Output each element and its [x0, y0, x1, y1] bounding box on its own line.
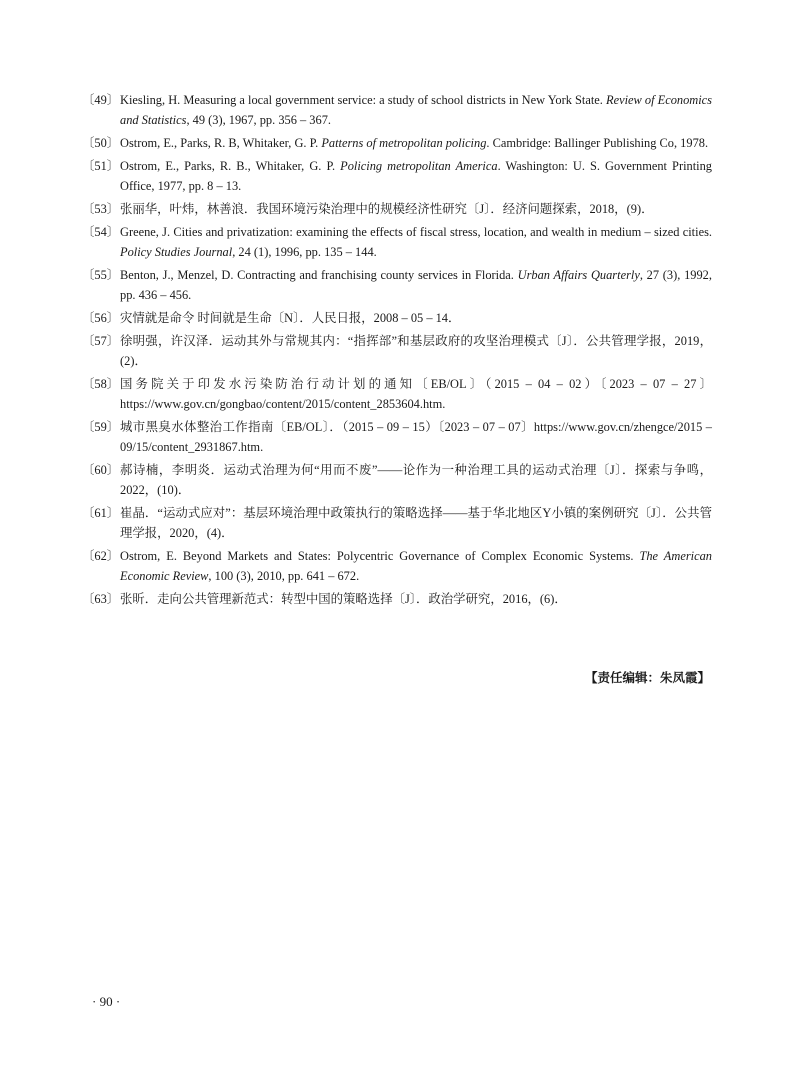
page-number: · 90 · — [92, 994, 121, 1009]
reference-item: 〔61〕 崔晶．“运动式应对”：基层环境治理中政策执行的策略选择——基于华北地区Y小镇的案例研究〔J〕．公共管理学报，2020，(4)． — [82, 503, 712, 543]
journal-title: Urban Affairs Quarterly — [517, 268, 640, 282]
reference-number: 〔56〕 — [82, 311, 120, 325]
reference-item: 〔53〕 张丽华，叶炜，林善浪．我国环境污染治理中的规模经济性研究〔J〕．经济问题探索，2018，(9)． — [82, 199, 712, 219]
reference-item: 〔60〕 郝诗楠，李明炎．运动式治理为何“用而不废”——论作为一种治理工具的运动式治理〔J〕．探索与争鸣，2022，(10)． — [82, 460, 712, 500]
reference-number: 〔62〕 — [82, 549, 120, 563]
journal-title: The American Economic Review — [120, 549, 712, 583]
reference-item: 〔63〕 张昕．走向公共管理新范式：转型中国的策略选择〔J〕．政治学研究，2016，(6)． — [82, 589, 712, 609]
reference-number: 〔57〕 — [82, 334, 120, 348]
reference-number: 〔50〕 — [82, 136, 120, 150]
reference-item: 〔57〕 徐明强，许汉泽．运动其外与常规其内：“指挥部”和基层政府的攻坚治理模式〔J〕．公共管理学报，2019，(2)． — [82, 331, 712, 371]
reference-item: 〔59〕 城市黑臭水体整治工作指南〔EB/OL〕．（2015 – 09 – 15）〔2023 – 07 – 07〕https://www.gov.cn/zhengce/2015 – 09/15/content_2931867.htm. — [82, 417, 712, 457]
reference-number: 〔54〕 — [82, 225, 120, 239]
reference-item: 〔62〕 Ostrom, E. Beyond Markets and States: Polycentric Governance of Complex Economic Systems. The American Economic Review, 100 (3), 2010, pp. 641 – 672. — [82, 546, 712, 586]
reference-item: 〔55〕 Benton, J., Menzel, D. Contracting and franchising county services in Florida. Urban Affairs Quarterly, 27 (3), 1992, pp. 436 – 456. — [82, 265, 712, 305]
reference-number: 〔60〕 — [82, 463, 120, 477]
reference-number: 〔61〕 — [82, 506, 120, 520]
reference-number: 〔63〕 — [82, 592, 120, 606]
reference-number: 〔59〕 — [82, 420, 120, 434]
reference-number: 〔58〕 — [82, 377, 120, 391]
reference-item: 〔56〕 灾情就是命令 时间就是生命〔N〕．人民日报，2008 – 05 – 14． — [82, 308, 712, 328]
reference-item: 〔51〕 Ostrom, E., Parks, R. B., Whitaker, G. P. Policing metropolitan America. Washington: U. S. Government Printing Office, 1977, pp. 8 – 13. — [82, 156, 712, 196]
reference-number: 〔49〕 — [82, 93, 120, 107]
journal-title: Policy Studies Journal — [120, 245, 233, 259]
book-title: Policing metropolitan America — [340, 159, 498, 173]
reference-item: 〔49〕 Kiesling, H. Measuring a local government service: a study of school districts in New York State. Review of Economics and Statistics, 49 (3), 1967, pp. 356 – 367. — [82, 90, 712, 130]
book-title: Patterns of metropolitan policing — [321, 136, 487, 150]
reference-number: 〔51〕 — [82, 159, 120, 173]
responsible-editor: 【责任编辑：朱凤霞】 — [584, 670, 710, 685]
reference-number: 〔53〕 — [82, 202, 120, 216]
reference-number: 〔55〕 — [82, 268, 120, 282]
journal-title: Review of Economics and Statistics — [120, 93, 712, 127]
reference-item: 〔50〕 Ostrom, E., Parks, R. B, Whitaker, G. P. Patterns of metropolitan policing. Cambridge: Ballinger Publishing Co, 1978. — [82, 133, 712, 153]
reference-item: 〔54〕 Greene, J. Cities and privatization: examining the effects of fiscal stress, location, and wealth in medium – sized cities. Policy Studies Journal, 24 (1), 1996, pp. 135 – 144. — [82, 222, 712, 262]
reference-item: 〔58〕 国务院关于印发水污染防治行动计划的通知〔EB/OL〕（2015 – 04 – 02）〔2023 – 07 – 27〕https://www.gov.cn/gongbao/content/2015/content_2853604.htm. — [82, 374, 712, 414]
reference-list — [82, 90, 712, 612]
